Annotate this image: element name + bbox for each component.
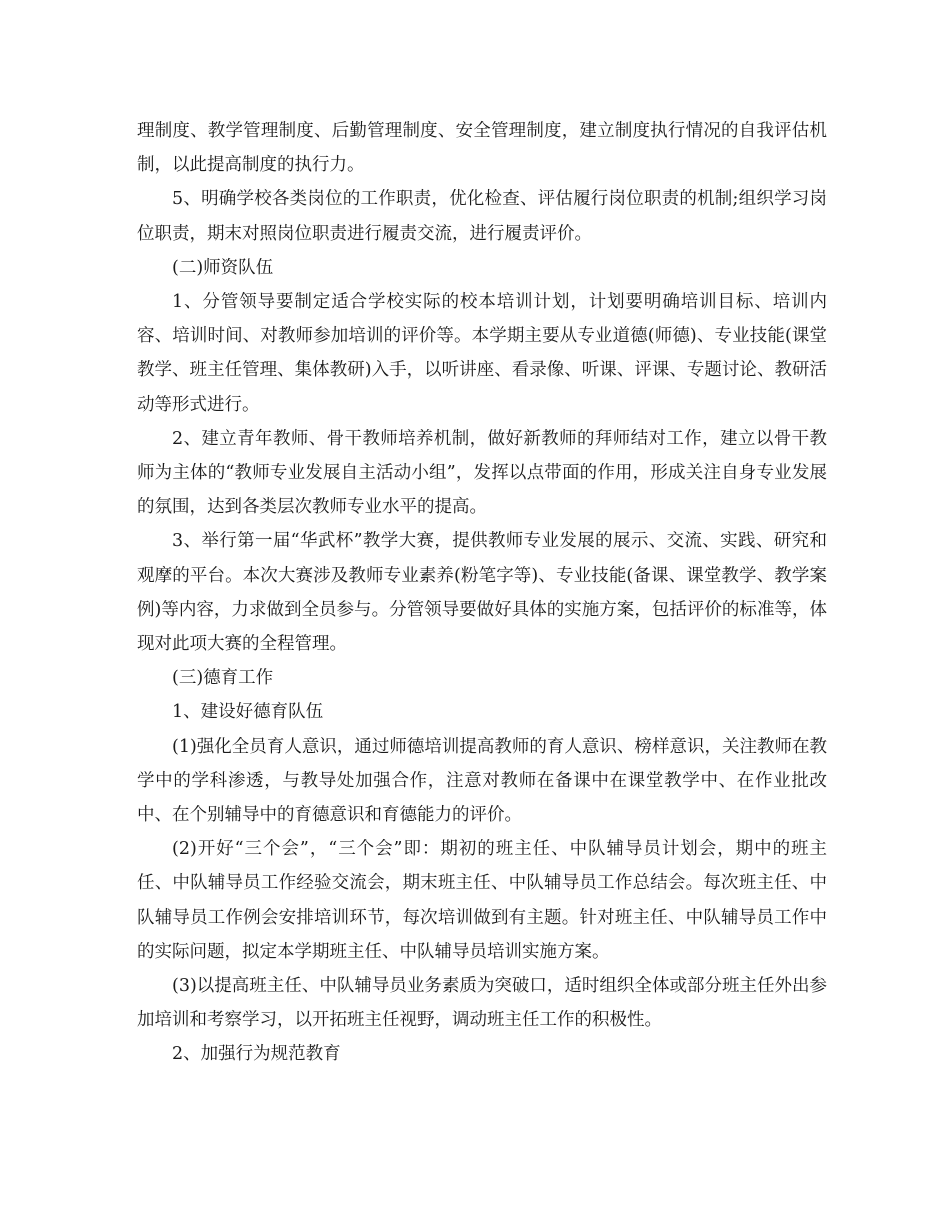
paragraph-item-3-teaching-contest: 3、举行第一届“华武杯”教学大赛，提供教师专业发展的展示、交流、实践、研究和观摩的平台。本次大赛涉及教师专业素养(粉笔字等)、专业技能(备课、课堂教学、教学案例)等内容，力求做到全员参与。分管领导要做好具体的实施方案，包括评价的标准等，体现对此项大赛的全程管理。 (137, 531, 827, 655)
paragraph-management-system-continued: 理制度、教学管理制度、后勤管理制度、安全管理制度，建立制度执行情况的自我评估机制，以此提高制度的执行力。 (137, 121, 827, 176)
subheading-moral-education-team: 1、建设好德育队伍 (172, 702, 324, 723)
section-heading-moral-education: (三)德育工作 (172, 668, 274, 689)
paragraph-sub-1-awareness: (1)强化全员育人意识，通过师德培训提高教师的育人意识、榜样意识，关注教师在教学中的学科渗透，与教导处加强合作，注意对教师在备课中在课堂教学中、在作业批改中、在个别辅导中的育德意识和育德能力的评价。 (137, 736, 827, 826)
document-body (137, 114, 827, 1072)
paragraph-item-1-training-plan: 1、分管领导要制定适合学校实际的校本培训计划，计划要明确培训目标、培训内容、培训时间、对教师参加培训的评价等。本学期主要从专业道德(师德)、专业技能(课堂教学、班主任管理、集体教研)入手，以听讲座、看录像、听课、评课、专题讨论、教研活动等形式进行。 (137, 292, 827, 415)
paragraph-item-2-mentoring: 2、建立青年教师、骨干教师培养机制，做好新教师的拜师结对工作，建立以骨干教师为主体的“教师专业发展自主活动小组”，发挥以点带面的作用，形成关注自身专业发展的氛围，达到各类层次教师专业水平的提高。 (137, 428, 827, 518)
paragraph-sub-2-three-meetings: (2)开好“三个会”，“三个会”即：期初的班主任、中队辅导员计划会，期中的班主任、中队辅导员工作经验交流会，期末班主任、中队辅导员工作总结会。每次班主任、中队辅导员工作例会安排培训环节，每次培训做到有主题。针对班主任、中队辅导员工作中的实际问题，拟定本学期班主任、中队辅导员培训实施方案。 (137, 839, 827, 962)
subheading-behavior-education: 2、加强行为规范教育 (172, 1044, 341, 1065)
paragraph-sub-3-training: (3)以提高班主任、中队辅导员业务素质为突破口，适时组织全体或部分班主任外出参加培训和考察学习，以开拓班主任视野，调动班主任工作的积极性。 (137, 976, 827, 1031)
paragraph-item-5-job-duties: 5、明确学校各类岗位的工作职责，优化检查、评估履行岗位职责的机制;组织学习岗位职责，期末对照岗位职责进行履责交流，进行履责评价。 (137, 189, 827, 244)
section-heading-teaching-staff: (二)师资队伍 (172, 257, 274, 278)
